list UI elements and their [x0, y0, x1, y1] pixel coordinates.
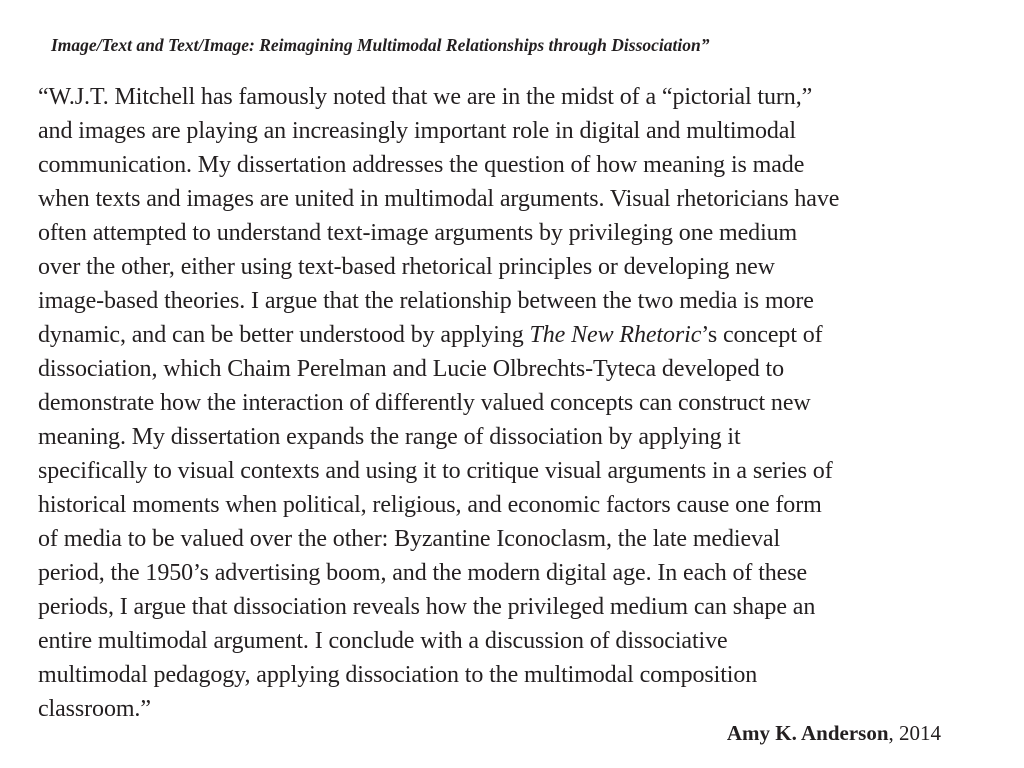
- attribution-separator: ,: [888, 721, 899, 745]
- quote-line: often attempted to understand text-image arguments by privileging one medium: [38, 220, 798, 246]
- slide-title: Image/Text and Text/Image: Reimagining Multimodal Relationships through Dissociation”: [51, 35, 710, 55]
- quote-line: classroom.”: [38, 696, 151, 722]
- quote-line: multimodal pedagogy, applying dissociation to the multimodal composition: [38, 662, 758, 688]
- quote-text: dynamic, and can be better understood by applying: [38, 322, 530, 348]
- quote-line: demonstrate how the interaction of differently valued concepts can construct new: [38, 390, 811, 416]
- quote-line: and images are playing an increasingly important role in digital and multimodal: [38, 118, 796, 144]
- quote-line: specifically to visual contexts and using it to critique visual arguments in a series of: [38, 458, 833, 484]
- book-title: The New Rhetoric: [529, 322, 702, 348]
- quote-line: historical moments when political, religious, and economic factors cause one form: [38, 492, 822, 518]
- publication-year: 2014: [899, 721, 941, 745]
- quote-line: period, the 1950’s advertising boom, and the modern digital age. In each of these: [38, 560, 808, 586]
- author-name: Amy K. Anderson: [726, 721, 889, 745]
- quote-line: meaning. My dissertation expands the range of dissociation by applying it: [38, 424, 741, 450]
- quote-line: image-based theories. I argue that the relationship between the two media is more: [38, 288, 814, 314]
- quote-line: over the other, either using text-based rhetorical principles or developing new: [38, 254, 775, 280]
- attribution: [727, 719, 941, 747]
- quote-line: when texts and images are united in multimodal arguments. Visual rhetoricians have: [38, 186, 840, 212]
- quote-line: dissociation, which Chaim Perelman and Lucie Olbrechts-Tyteca developed to: [38, 356, 785, 382]
- quote-line: entire multimodal argument. I conclude with a discussion of dissociative: [38, 628, 728, 654]
- quote-line: of media to be valued over the other: Byzantine Iconoclasm, the late medieval: [38, 526, 781, 552]
- quote-line-with-book-title: [38, 318, 988, 352]
- quote-text: ’s concept of: [701, 322, 823, 348]
- quote-line: “W.J.T. Mitchell has famously noted that we are in the midst of a “pictorial turn,”: [38, 84, 813, 110]
- quote-line: periods, I argue that dissociation reveals how the privileged medium can shape an: [38, 594, 816, 620]
- quote-line: communication. My dissertation addresses the question of how meaning is made: [38, 152, 805, 178]
- quote-body: [38, 80, 988, 726]
